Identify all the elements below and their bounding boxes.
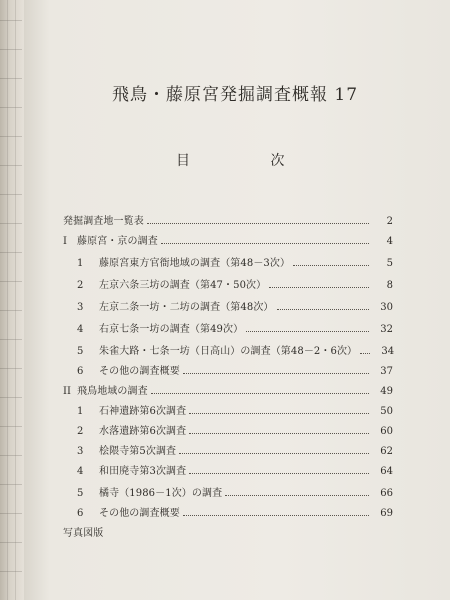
toc-entry: [63, 508, 393, 520]
toc-entry-page: 62: [380, 446, 393, 457]
toc-entry-page: 8: [386, 280, 393, 291]
dot-leader: [151, 393, 369, 394]
toc-entry-number: 6: [77, 508, 84, 519]
toc-entry-number: 2: [77, 280, 84, 291]
toc-entry-number: 5: [77, 346, 84, 357]
dot-leader: [277, 309, 369, 310]
toc-entry-page: 4: [386, 236, 393, 247]
toc-entry-page: 5: [386, 258, 393, 269]
toc-entry-label: その他の調査概要: [99, 508, 180, 519]
toc-entry-page: 32: [380, 324, 393, 335]
toc-entry: [63, 406, 393, 418]
toc-entry-label: 左京六条三坊の調査（第47・50次）: [99, 280, 267, 291]
toc-entry-page: 66: [380, 488, 393, 499]
toc-entry-label: その他の調査概要: [99, 366, 180, 377]
dot-leader: [189, 473, 369, 474]
toc-entry: [63, 346, 393, 358]
toc-entry-page: 37: [380, 366, 393, 377]
toc-entry-number: 3: [77, 302, 84, 313]
toc-entry-page: 49: [380, 386, 393, 397]
dot-leader: [183, 515, 369, 516]
toc-entry: [63, 446, 393, 458]
toc-entry-page: 34: [381, 346, 395, 357]
dot-leader: [269, 287, 369, 288]
book-title: 飛鳥・藤原宮発掘調査概報 17: [112, 85, 359, 105]
toc-entry-number: 5: [77, 488, 84, 499]
toc-entry: [63, 324, 393, 336]
toc-entry-number: 1: [77, 406, 84, 417]
toc-entry-number: 1: [77, 258, 84, 269]
toc-entry-number: 4: [77, 324, 84, 335]
toc-entry-page: 64: [380, 466, 393, 477]
toc-entry: [63, 488, 393, 500]
toc-entry-number: 6: [77, 366, 84, 377]
toc-entry-number: 2: [77, 426, 84, 437]
dot-leader: [225, 495, 369, 496]
toc-section-number: I: [63, 236, 67, 247]
toc-entry-page: 30: [380, 302, 393, 313]
toc-entry-label: 橘寺（1986－1次）の調査: [99, 488, 223, 499]
toc-entry-label: 藤原宮・京の調査: [77, 236, 158, 247]
toc-entry-label: 朱雀大路・七条一坊（日高山）の調査（第48－2・6次）: [99, 346, 358, 357]
dot-leader: [246, 331, 369, 332]
dot-leader: [293, 265, 369, 266]
dot-leader: [147, 223, 369, 224]
toc-entry: [63, 366, 393, 378]
toc-entry-label: 左京二条一坊・二坊の調査（第48次）: [99, 302, 274, 313]
toc-entry-label: 水落遺跡第6次調査: [99, 426, 187, 437]
toc-entry: [63, 466, 393, 478]
toc-entry: [63, 426, 393, 438]
toc-entry-label: 藤原宮東方官衙地域の調査（第48－3次）: [99, 258, 291, 269]
toc-entry-label: 石神遺跡第6次調査: [99, 406, 187, 417]
toc-entry-plates: [63, 528, 393, 540]
toc-entry-number: 3: [77, 446, 84, 457]
toc-entry-label: 飛鳥地域の調査: [77, 386, 148, 397]
dot-leader: [183, 373, 369, 374]
toc-section-1: [63, 236, 393, 248]
dot-leader: [189, 413, 369, 414]
toc-entry-survey-list: [63, 216, 393, 228]
toc-entry-label: 写真図版: [63, 528, 104, 539]
toc-entry: [63, 302, 393, 314]
dot-leader: [189, 433, 369, 434]
toc-entry-page: 2: [386, 216, 393, 227]
toc-entry-page: 60: [380, 426, 393, 437]
toc-entry-page: 50: [380, 406, 393, 417]
facing-page-map-edge: [0, 0, 22, 600]
toc-entry-number: 4: [77, 466, 84, 477]
toc-entry-page: 69: [380, 508, 393, 519]
toc-entry-label: 発掘調査地一覧表: [63, 216, 144, 227]
dot-leader: [161, 243, 369, 244]
toc-entry: [63, 258, 393, 270]
toc-entry: [63, 280, 393, 292]
toc-entry-label: 桧隈寺第5次調査: [99, 446, 177, 457]
toc-entry-label: 和田廃寺第3次調査: [99, 466, 187, 477]
dot-leader: [360, 353, 370, 354]
dot-leader: [179, 453, 369, 454]
toc-entry-label: 右京七条一坊の調査（第49次）: [99, 324, 244, 335]
toc-section-number: II: [63, 386, 71, 397]
toc-heading: 目 次: [176, 153, 323, 169]
toc-section-2: [63, 386, 393, 398]
